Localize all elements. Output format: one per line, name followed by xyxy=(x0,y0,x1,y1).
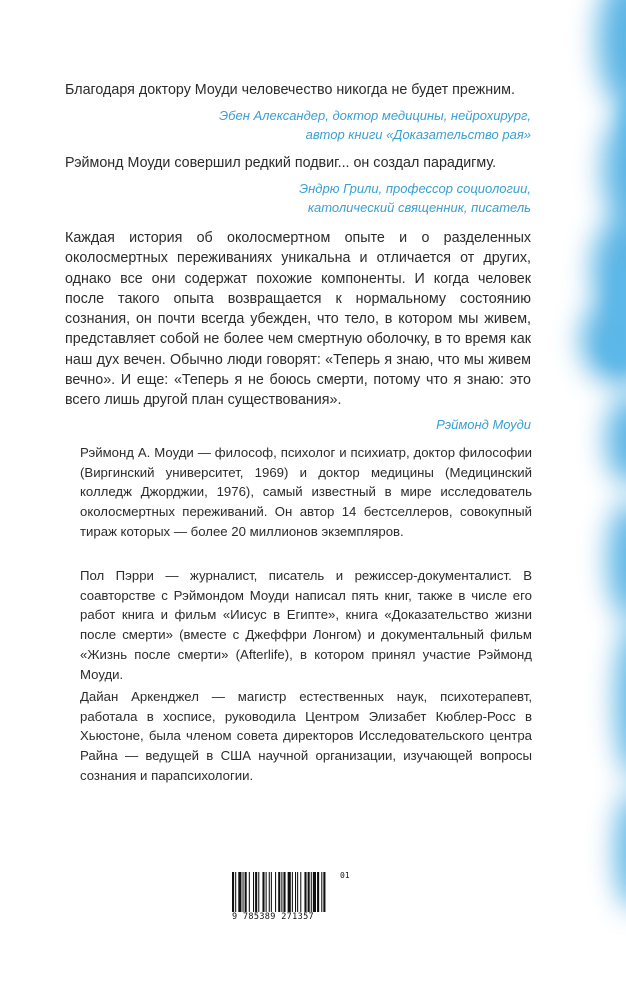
barcode-bar xyxy=(249,872,250,912)
barcode-bar xyxy=(313,872,316,912)
barcode-bar xyxy=(255,872,257,912)
bio-perry: Пол Пэрри — журналист, писатель и режиссер-документалист. В соавторстве с Рэймондом Моуди написал пять книг, также в числе его работ книга и фильм «Иисус в Египте», книга «Доказательство жизни после смерти» (вместе с Джеффри Лонгом) и документальный фильм «Жизнь после смерти» (Afterlife), в котором принял участие Рэймонд Моуди. xyxy=(80,568,532,682)
quote-attribution xyxy=(65,106,531,144)
barcode-bar xyxy=(321,872,322,912)
barcode-bar xyxy=(281,872,282,912)
attribution-line: Эбен Александер, доктор медицины, нейрохирург, xyxy=(219,108,531,123)
barcode-bars xyxy=(232,872,350,914)
cloud-image xyxy=(536,0,626,1000)
bio-moody: Рэймонд А. Моуди — философ, психолог и психиатр, доктор философии (Виргинский университет, 1969) и доктор медицины (Медицинский колледж Джорджии, 1976), самый известный в мире исследователь околосмертных переживаний. Он автор 14 бестселлеров, совокупный тираж которых — более 20 миллионов экземпляров. xyxy=(80,445,532,539)
attribution-line: автор книги «Доказательство рая» xyxy=(305,127,531,142)
attribution-line: Эндрю Грили, профессор социологии, xyxy=(299,181,531,196)
barcode-bar xyxy=(269,872,270,912)
barcode-bar xyxy=(253,872,254,912)
barcode-bar xyxy=(283,872,285,912)
quote-block-2 xyxy=(65,153,531,217)
barcode-bar xyxy=(243,872,244,912)
barcode-bar xyxy=(245,872,247,912)
barcode-bar xyxy=(288,872,291,912)
attribution-line: католический священник, писатель xyxy=(307,200,531,215)
quote-text: Рэймонд Моуди совершил редкий подвиг... он создал парадигму. xyxy=(65,155,497,171)
barcode xyxy=(232,872,352,934)
barcode-bar xyxy=(317,872,319,912)
barcode-bar xyxy=(308,872,310,912)
main-quote-block xyxy=(65,228,531,434)
barcode-bar xyxy=(278,872,280,912)
quote-block-1 xyxy=(65,80,531,144)
main-quote-text: Каждая история об околосмертном опыте и о разделенных околосмертных переживаниях уникальна и отличается от других, однако все они содержат похожие компоненты. И когда человек после такого опыта возвращается к нормальному состоянию сознания, он почти всегда убежден, что тело, в котором мы живем, представляет собой не более чем смертную оболочку, в то время как наш дух вечен. Обычно люди говорят: «Теперь я знаю, что мы живем вечно». И еще: «Теперь я не боюсь смерти, потому что я знаю: это всего лишь другой план существования». xyxy=(65,230,531,409)
barcode-bar xyxy=(311,872,312,912)
bio-arkangel: Дайан Аркенджел — магистр естественных наук, психотерапевт, работала в хосписе, руководила Центром Элизабет Кюблер-Росс в Хьюстоне, была членом совета директоров Исследовательского центра Райна — ведущей в США научной организации, изучающей вопросы сознания и парапсихологии. xyxy=(80,689,532,783)
cloud-decoration xyxy=(536,0,626,1000)
barcode-bar xyxy=(304,872,306,912)
barcode-bar xyxy=(275,872,276,912)
barcode-bar xyxy=(292,872,293,912)
barcode-bar xyxy=(297,872,298,912)
barcode-number: 9 785389 271357 xyxy=(232,912,315,922)
barcode-bar xyxy=(238,872,241,912)
barcode-bar xyxy=(271,872,272,912)
barcode-bar xyxy=(258,872,259,912)
quote-attribution xyxy=(65,179,531,217)
quote-text: Благодаря доктору Моуди человечество никогда не будет прежним. xyxy=(65,82,515,98)
barcode-bar xyxy=(232,872,234,912)
main-quote-attribution: Рэймонд Моуди xyxy=(436,416,531,432)
barcode-bar xyxy=(300,872,301,912)
barcode-bar xyxy=(266,872,267,912)
barcode-bar xyxy=(235,872,236,912)
barcode-bar xyxy=(262,872,264,912)
barcode-bar xyxy=(323,872,325,912)
barcode-bar xyxy=(295,872,296,912)
barcode-addon: 01 xyxy=(340,871,350,880)
